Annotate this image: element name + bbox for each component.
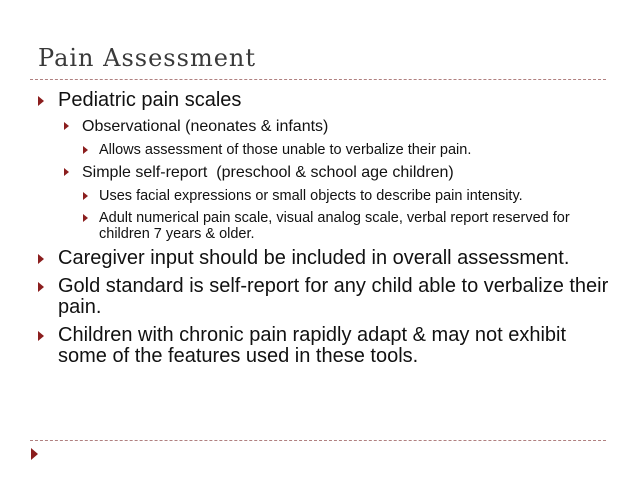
bullet-item [0, 142, 638, 158]
bullet-arrow-icon [83, 214, 88, 222]
bullet-arrow-icon [64, 168, 69, 176]
bullet-item [0, 90, 638, 111]
bullet-item [0, 276, 638, 318]
bullet-text: Simple self-report (preschool & school age children) [82, 164, 454, 181]
bullet-item [0, 248, 638, 269]
bullet-text: Caregiver input should be included in overall assessment. [58, 247, 570, 269]
bullet-arrow-icon [83, 146, 88, 154]
bullet-item [0, 210, 638, 242]
bullet-item [0, 325, 638, 367]
bullet-text: Uses facial expressions or small objects to describe pain intensity. [99, 188, 523, 204]
bullet-item [0, 164, 638, 182]
bullet-text: Gold standard is self-report for any child able to verbalize their pain. [58, 275, 609, 318]
bullet-arrow-icon [38, 96, 44, 106]
title-divider [30, 79, 606, 80]
bullet-item [0, 118, 638, 136]
bullet-text: Allows assessment of those unable to verbalize their pain. [99, 142, 472, 158]
bullet-arrow-icon [83, 192, 88, 200]
bullet-arrow-icon [38, 254, 44, 264]
footer-divider [30, 440, 606, 441]
bullet-arrow-icon [64, 122, 69, 130]
bullet-item [0, 188, 638, 204]
bullet-text: Children with chronic pain rapidly adapt & may not exhibit some of the features used in these tools. [58, 324, 567, 367]
bullet-arrow-icon [38, 331, 44, 341]
bullet-text: Pediatric pain scales [58, 89, 242, 111]
bullet-list [0, 90, 638, 374]
bullet-arrow-icon [38, 282, 44, 292]
bullet-text: Adult numerical pain scale, visual analog scale, verbal report reserved for children 7 years & older. [99, 210, 570, 242]
corner-arrow-icon [31, 448, 38, 460]
bullet-text: Observational (neonates & infants) [82, 118, 329, 135]
slide-title: Pain Assessment [38, 44, 257, 72]
